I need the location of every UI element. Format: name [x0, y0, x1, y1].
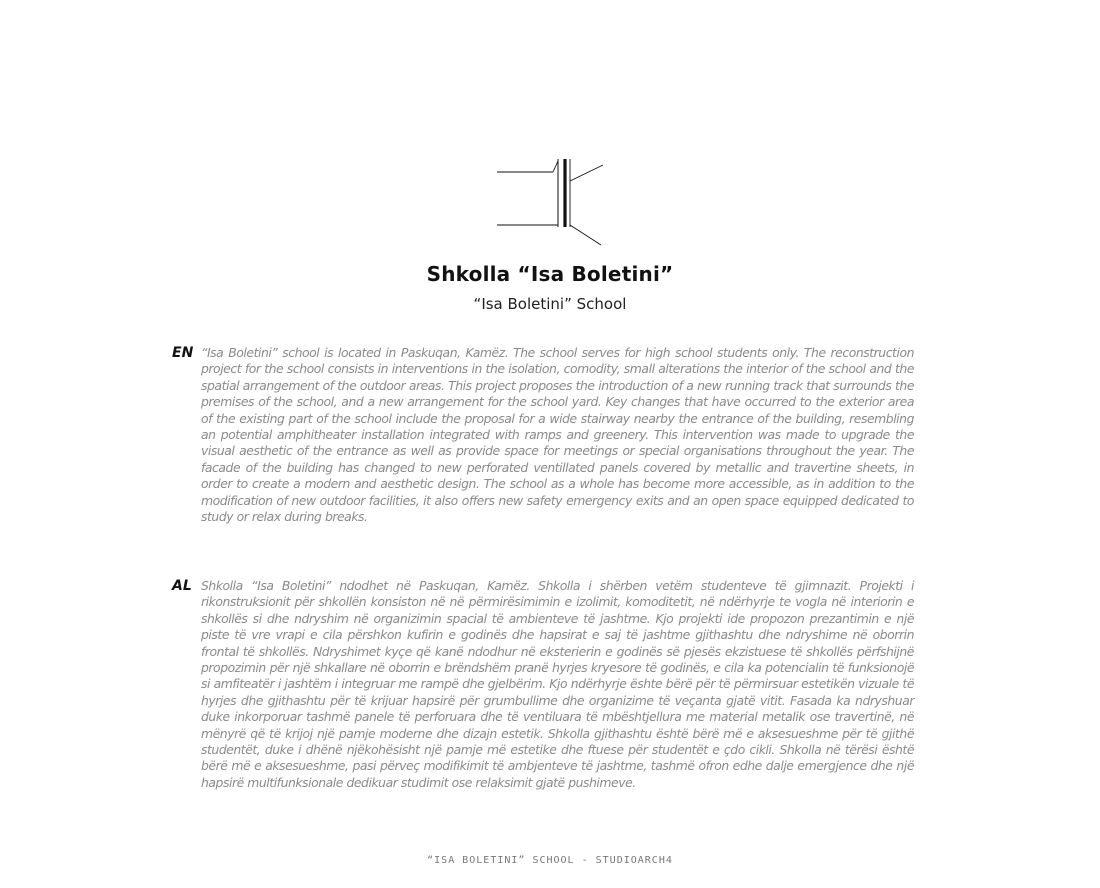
paragraph-albanian: Shkolla “Isa Boletini” ndodhet në Paskuqan, Kamëz. Shkolla i shërben vetëm studenteve të gjimnazit. Projekti i rikonstruksionit për shkollën konsiston në në përmirësimimin e izolimit, komoditetit, në ndërhyrje te vogla në interiorin e shkollës si dhe ndryshim në organizimin spacial të ambienteve të jashtme. Kjo projekti ide propozon prezantimin e një piste të vre vrapi e cila përshkon kufirin e godinës dhe hapsirat e saj të jashtme gjithashtu dhe ndryshime në oborrin frontal të shkollës. Ndryshimet kyçe që kanë ndodhur në eksterierin e godinës së pjesës ekzistuese të shkollës përfshijnë propozimin për një shkallare në oborrin e brëndshëm pranë hyrjes kryesore të godinës, e cila ka potencialin të funksionojë si amfiteatër i jashtëm i integruar me rampë dhe gjelbërim. Kjo ndërhyrje ështe bërë për të përmirsuar estetikën vizuale të hyrjes dhe gjithashtu për të krijuar hapsirë për grumbullime dhe organizime të veçanta gjatë vitit. Fasada ka ndryshuar duke inkorporuar tashmë panele të perforuara dhe të ventiluara të mbështjellura me material metalik ose travertinë, në mënyrë që të krijoj një pamje moderne dhe dizajn estetik. Shkolla gjithashtu është bërë më e aksesueshme për të gjithë studentët, duke i dhënë njëkohësisht një pamje më estetike dhe ftuese për studentët e çdo cikli. Shkolla në tërësi është bërë më e aksesueshme, pasi përveç modifikimit të ambjenteve të jashtme, tashmë ofron edhe dalje emergjence dhe një hapsirë multifunksionale dedikuar studimit ose relaksimit gjatë pushimeve.	[201, 578, 914, 790]
language-label-en: EN	[172, 345, 194, 361]
language-label-al: AL	[172, 578, 192, 594]
section-english	[172, 345, 914, 525]
section-albanian	[172, 578, 914, 791]
paragraph-english: “Isa Boletini” school is located in Paskuqan, Kamëz. The school serves for high school students only. The reconstruction project for the school consists in interventions in the isolation, comodity, small alterations the interior of the school and the spatial arrangement of the outdoor areas. This project proposes the introduction of a new running track that surrounds the premises of the school, and a new arrangement for the school yard. Key changes that have occurred to the exterior area of the existing part of the school include the proposal for a wide stairway nearby the entrance of the building, resembling an potential amphitheater installation integrated with ramps and greenery. This intervention was made to upgrade the visual aesthetic of the entrance as well as provide space for meetings or special organisations throughout the year. The facade of the building has changed to new perforated ventillated panels covered by metallic and travertine sheets, in order to create a modern and aesthetic design. The school as a whole has become more accessible, as in addition to the modification of new outdoor facilities, it also offers new safety emergency exits and an open space equipped dedicated to study or relax during breaks.	[201, 345, 914, 525]
architectural-gate-icon	[495, 157, 605, 247]
page-subtitle: “Isa Boletini” School	[473, 295, 627, 313]
page-footer: “ISA BOLETINI” SCHOOL - STUDIOARCH4	[427, 855, 673, 866]
page-title: Shkolla “Isa Boletini”	[426, 262, 674, 286]
